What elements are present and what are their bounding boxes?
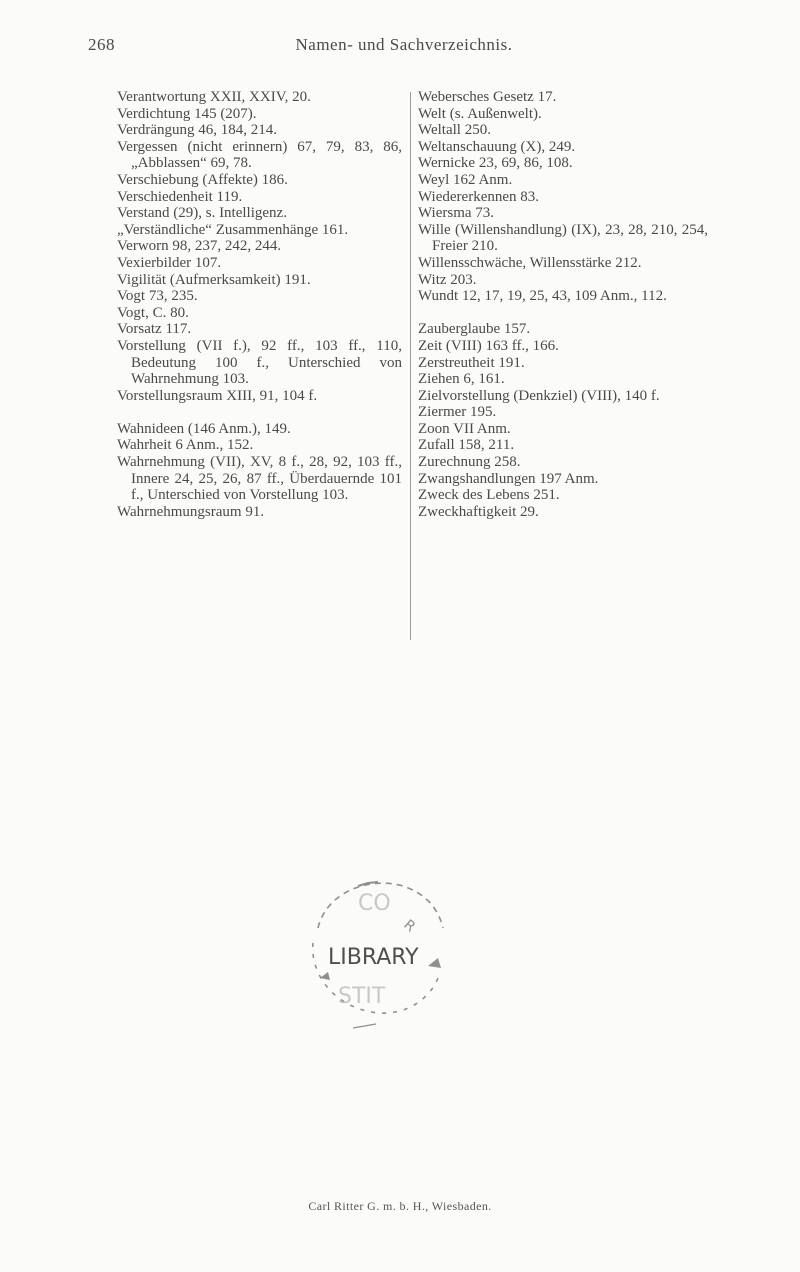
index-entry: Wahrheit 6 Anm., 152. (117, 437, 254, 454)
index-entry: Verschiedenheit 119. (117, 188, 243, 205)
index-entry: Weltanschauung (X), 249. (418, 138, 576, 155)
index-entry: Wiersma 73. (418, 205, 495, 222)
index-entry: Vexierbilder 107. (117, 254, 222, 271)
index-entry: Webersches Gesetz 17. (418, 89, 557, 105)
index-entry: Zwangshandlungen 197 Anm. (418, 470, 599, 487)
library-stamp (298, 868, 453, 1030)
index-entry: Zweck des Lebens 251. (418, 487, 560, 504)
index-entry: Weltall 250. (418, 122, 491, 139)
index-entry: Wahrnehmungsraum 91. (117, 503, 265, 520)
index-entry: Wundt 12, 17, 19, 25, 43, 109 Anm., 112. (418, 288, 667, 305)
section-gap (418, 305, 708, 322)
index-entry: Verdrängung 46, 184, 214. (117, 122, 277, 139)
index-entry: Zoon VII Anm. (418, 420, 511, 437)
stamp-text: LIBRARY (328, 945, 419, 970)
section-gap (117, 404, 402, 421)
index-entry: Wahrnehmung (VII), XV, 8 f., 28, 92, 103 ff., Innere 24, 25, 26, 87 ff., Überdauernde 101 f., Unterschied von Vorstellung 103. (117, 454, 402, 504)
index-column-left (117, 89, 402, 520)
index-entry: Wille (Willenshandlung) (IX), 23, 28, 210, 254, Freier 210. (418, 221, 708, 255)
index-entry: Verdichtung 145 (207). (117, 105, 257, 122)
index-entry: Vorstellungsraum XIII, 91, 104 f. (117, 387, 318, 404)
running-title: Namen- und Sachverzeichnis. (295, 35, 513, 54)
library-stamp-graphic (298, 868, 453, 1030)
index-entry: Zauberglaube 157. (418, 321, 531, 338)
index-entry: Willensschwäche, Willensstärke 212. (418, 254, 642, 271)
index-entry: Zufall 158, 211. (418, 437, 515, 454)
index-entry: „Verständliche“ Zusammenhänge 161. (117, 221, 349, 238)
index-entry: Zurechnung 258. (418, 454, 521, 471)
index-entry: Verstand (29), s. Intelligenz. (117, 205, 287, 222)
svg-text:CO: CO (358, 891, 391, 916)
index-entry: Vogt 73, 235. (117, 288, 198, 305)
index-entry: Wernicke 23, 69, 86, 108. (418, 155, 573, 172)
index-entry: Ziermer 195. (418, 404, 497, 421)
index-entry: Witz 203. (418, 271, 477, 288)
svg-text:R: R (400, 916, 419, 936)
page-header (88, 35, 720, 57)
index-entry: Verworn 98, 237, 242, 244. (117, 238, 282, 255)
svg-text:STIT: STIT (338, 984, 386, 1009)
index-entry: Ziehen 6, 161. (418, 371, 505, 388)
printer-imprint: Carl Ritter G. m. b. H., Wiesbaden. (308, 1199, 492, 1213)
index-entry: Wiedererkennen 83. (418, 188, 540, 205)
column-divider (410, 92, 411, 640)
index-entry: Vergessen (nicht erinnern) 67, 79, 83, 86, „Abblassen“ 69, 78. (117, 138, 402, 172)
index-entry: Vorstellung (VII f.), 92 ff., 103 ff., 110, Bedeutung 100 f., Unterschied von Wahrnehmung 103. (117, 337, 402, 388)
index-entry: Vigilität (Aufmerksamkeit) 191. (117, 271, 311, 288)
index-entry: Welt (s. Außenwelt). (418, 105, 542, 122)
index-entry: Zeit (VIII) 163 ff., 166. (418, 337, 559, 354)
index-entry: Wahnideen (146 Anm.), 149. (117, 420, 291, 437)
index-entry: Verschiebung (Affekte) 186. (117, 171, 288, 188)
index-entry: Vorsatz 117. (117, 321, 192, 338)
index-entry: Vogt, C. 80. (117, 304, 189, 321)
index-entry: Zweckhaftigkeit 29. (418, 503, 539, 520)
index-entry: Verantwortung XXII, XXIV, 20. (117, 89, 311, 105)
index-entry: Zerstreutheit 191. (418, 354, 525, 371)
index-entry: Weyl 162 Anm. (418, 171, 513, 188)
page-number: 268 (88, 35, 115, 54)
index-entry: Zielvorstellung (Denkziel) (VIII), 140 f. (418, 387, 660, 404)
index-column-right (418, 89, 708, 520)
